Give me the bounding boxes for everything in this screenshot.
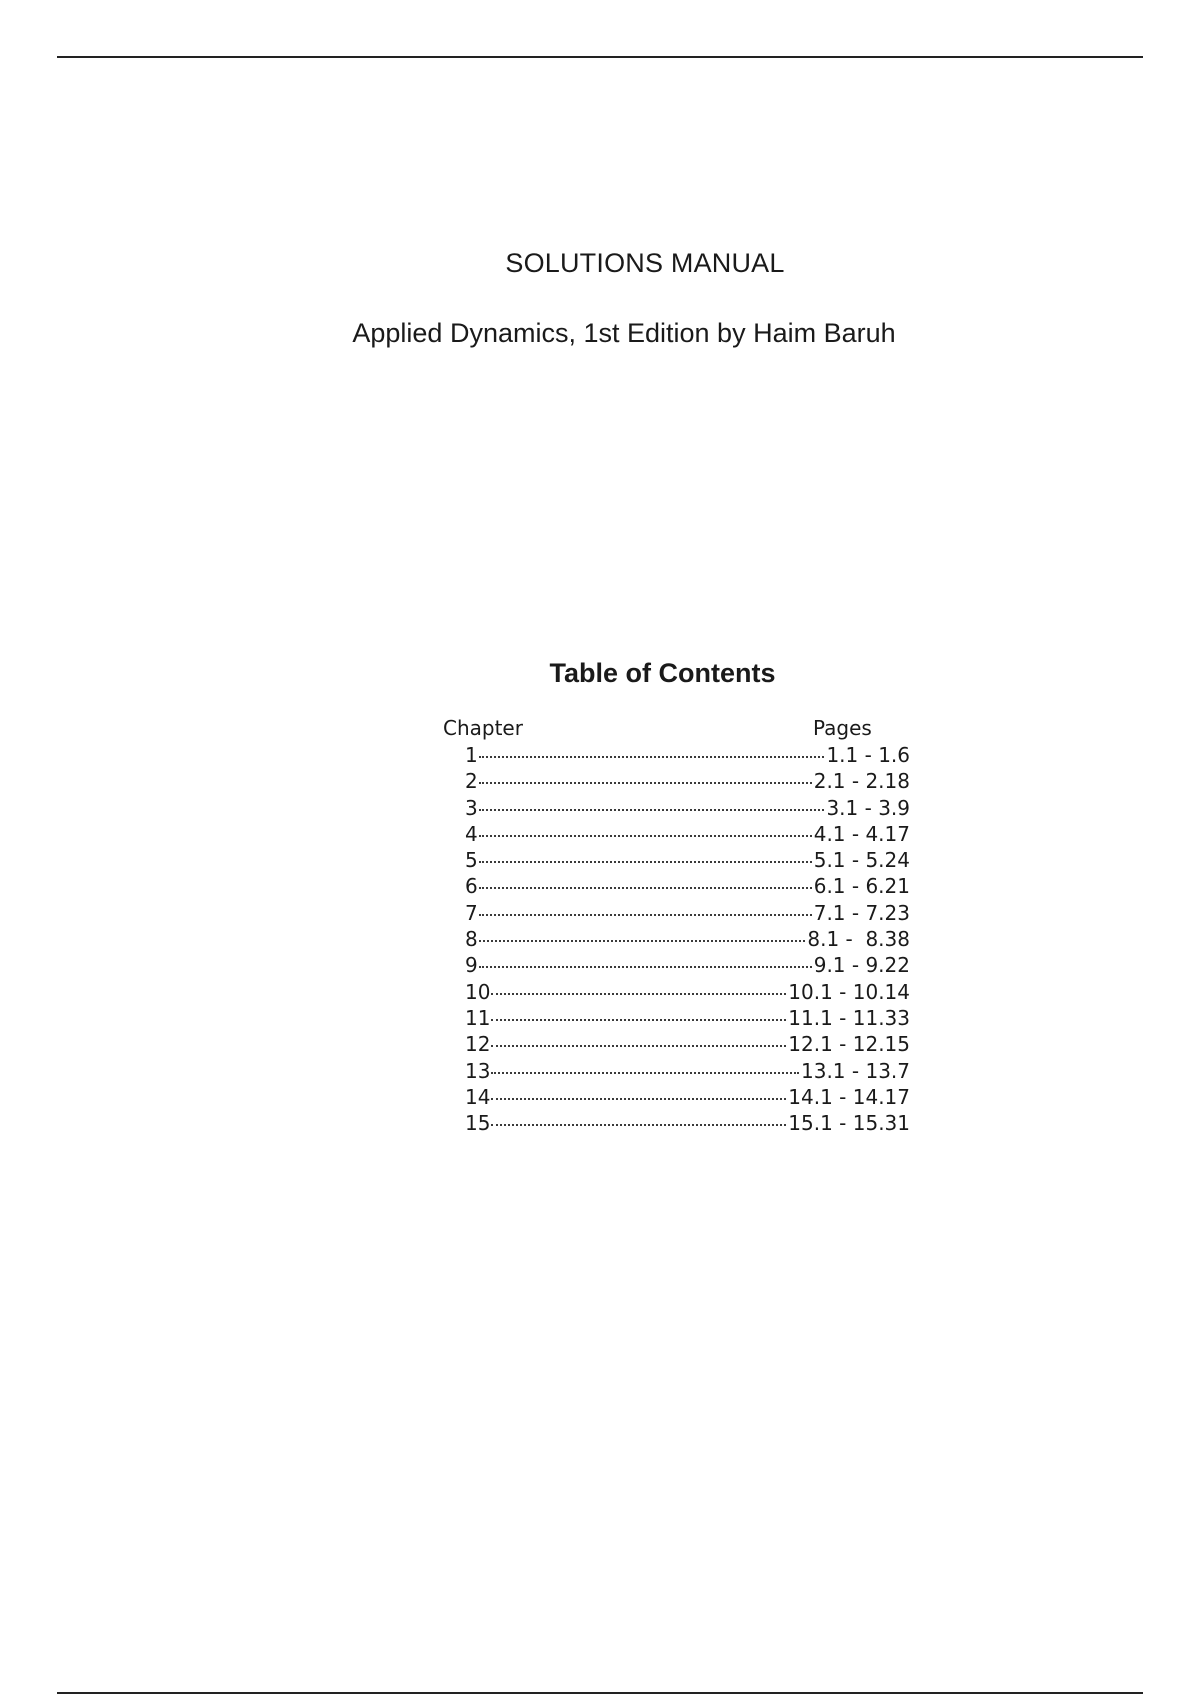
toc-column-pages: Pages [813,716,872,740]
dot-leader [491,1017,786,1021]
dot-leader [491,1043,786,1047]
toc-row [465,1059,910,1085]
toc-chapter-number: 15 [465,1111,491,1136]
toc-chapter-number: 7 [465,900,478,925]
dot-leader [479,859,812,863]
toc-row [465,1085,910,1111]
toc-page-range: 7.1 - 7.23 [813,900,910,925]
toc-row [465,769,910,795]
toc-chapter-number: 8 [465,927,478,952]
toc-page-range: 10.1 - 10.14 [788,979,910,1004]
dot-leader [491,1070,799,1074]
toc-page-range: 15.1 - 15.31 [788,1111,910,1136]
toc-page-range: 13.1 - 13.7 [801,1058,910,1083]
toc-chapter-number: 2 [465,769,478,794]
toc-chapter-number: 4 [465,821,478,846]
toc-page-range: 3.1 - 3.9 [826,795,910,820]
toc-row [465,874,910,900]
dot-leader [479,912,812,916]
toc-row [465,743,910,769]
bottom-rule [57,1692,1143,1694]
toc-row [465,1032,910,1058]
toc-row [465,848,910,874]
toc-page-range: 6.1 - 6.21 [813,874,910,899]
toc-chapter-number: 14 [465,1084,491,1109]
toc-page-range: 1.1 - 1.6 [826,743,910,767]
toc-page-range: 11.1 - 11.33 [788,1005,910,1030]
dot-leader [479,833,812,837]
toc-chapter-number: 5 [465,848,478,873]
toc-page-range: 8.1 - 8.38 [807,927,910,952]
toc-row [465,953,910,979]
dot-leader [479,780,812,784]
toc-chapter-number: 1 [465,743,478,767]
dot-leader [491,1122,786,1126]
toc-row [465,980,910,1006]
document-subtitle: Applied Dynamics, 1st Edition by Haim Baruh [352,318,896,348]
toc-page-range: 2.1 - 2.18 [813,769,910,794]
top-rule [57,56,1143,58]
toc-list [465,743,910,1137]
dot-leader [479,964,812,968]
toc-page-range: 4.1 - 4.17 [813,821,910,846]
toc-chapter-number: 3 [465,795,478,820]
toc-column-headers [443,716,903,740]
dot-leader [491,991,786,995]
toc-heading: Table of Contents [549,658,776,688]
toc-page-range: 12.1 - 12.15 [788,1032,910,1057]
toc-row [465,1111,910,1137]
dot-leader [479,754,825,758]
toc-row [465,927,910,953]
toc-chapter-number: 9 [465,953,478,978]
toc-row [465,822,910,848]
toc-page-range: 14.1 - 14.17 [788,1084,910,1109]
toc-column-chapter: Chapter [443,716,523,740]
toc-chapter-number: 13 [465,1058,491,1083]
toc-chapter-number: 6 [465,874,478,899]
toc-chapter-number: 11 [465,1005,491,1030]
toc-chapter-number: 12 [465,1032,491,1057]
toc-page-range: 5.1 - 5.24 [813,848,910,873]
dot-leader [491,1096,786,1100]
dot-leader [479,938,806,942]
dot-leader [479,885,812,889]
toc-row [465,796,910,822]
toc-chapter-number: 10 [465,979,491,1004]
dot-leader [479,807,825,811]
toc-row [465,1006,910,1032]
toc-row [465,901,910,927]
document-title: SOLUTIONS MANUAL [505,248,785,278]
toc-page-range: 9.1 - 9.22 [813,953,910,978]
